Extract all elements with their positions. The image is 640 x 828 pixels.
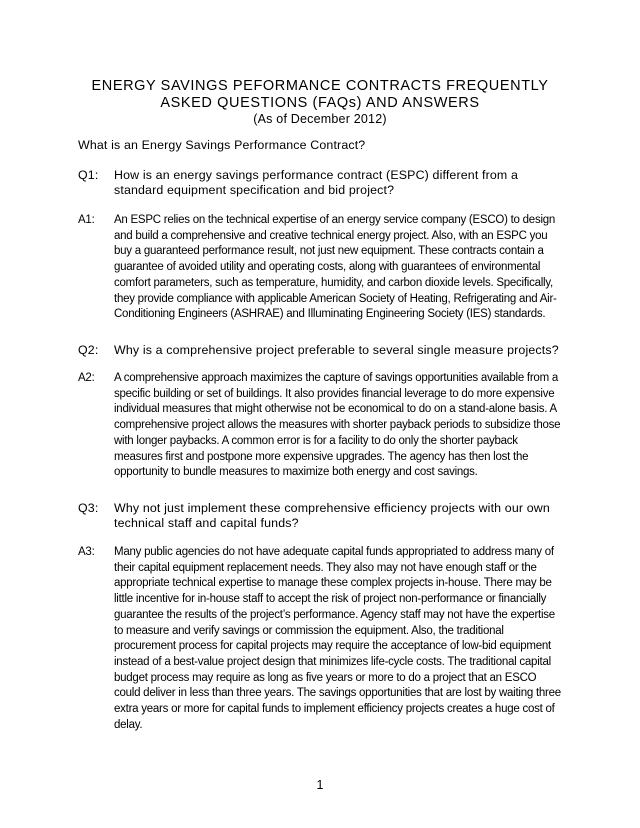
question-3-label: Q3: xyxy=(78,501,99,515)
answer-2-text: A comprehensive approach maximizes the capture of savings opportunities available from a specific building or set of buildings. It also provides financial leverage to do more expensive individual measures that might otherwise not be economical to do on a stand-alone basis. A comprehensive project allows the measures with shorter payback periods to subsidize those with longer paybacks. A common error is for a facility to do only the shorter payback measures first and postpone more expensive upgrades. The agency has then lost the opportunity to bundle measures to maximize both energy and cost savings. xyxy=(114,372,561,479)
title-line-1: ENERGY SAVINGS PEFORMANCE CONTRACTS FREQUENTLY xyxy=(91,78,549,94)
answer-2-label: A2: xyxy=(78,372,95,384)
question-1-label: Q1: xyxy=(78,168,99,182)
answer-3-label: A3: xyxy=(78,546,95,558)
answer-1-text: An ESPC relies on the technical expertise of an energy service company (ESCO) to design and build a comprehensive and creative technical energy project. Also, with an ESPC you buy a guaranteed performance result, not just new equipment. These contracts contain a guarantee of avoided utility and operating costs, along with guarantees of environmental comfort parameters, such as temperature, humidity, and carbon dioxide levels. Specifically, they provide compliance with applicable American Society of Heating, Refrigerating and Air-Conditioning Engineers (ASHRAE) and Illuminating Engineering Society (IES) standards. xyxy=(114,214,557,321)
answer-3-text: Many public agencies do not have adequate capital funds appropriated to address many of their capital equipment replacement needs. They also may not have enough staff or the appropriate technical expertise to manage these complex projects in-house. There may be little incentive for in-house staff to accept the risk of project non-performance or financially guarantee the results of the project’s performance. Agency staff may not have the expertise to measure and verify savings or commission the equipment. Also, the traditional procurement process for capital projects may require the acceptance of low-bid equipment instead of a best-value project design that minimizes life-cycle costs. The traditional capital budget process may require as long as five years or more to do a project that an ESCO could deliver in less than three years. The savings opportunities that are lost by waiting three extra years or more for capital funds to implement efficiency projects creates a huge cost of delay. xyxy=(114,546,561,731)
page-number: 1 xyxy=(316,778,324,792)
question-3-text: Why not just implement these comprehensive efficiency projects with our own technical staff and capital funds? xyxy=(114,501,550,531)
answer-1-label: A1: xyxy=(78,214,95,226)
document-title xyxy=(0,78,640,127)
question-1-text: How is an energy savings performance contract (ESPC) different from a standard equipment specification and bid project? xyxy=(114,168,519,198)
question-2-label: Q2: xyxy=(78,343,99,357)
title-line-2: ASKED QUESTIONS (FAQs) AND ANSWERS xyxy=(160,95,480,111)
date-line: (As of December 2012) xyxy=(253,112,387,126)
intro-heading: What is an Energy Savings Performance Contract? xyxy=(78,138,366,152)
question-2-text: Why is a comprehensive project preferable to several single measure projects? xyxy=(114,343,559,357)
